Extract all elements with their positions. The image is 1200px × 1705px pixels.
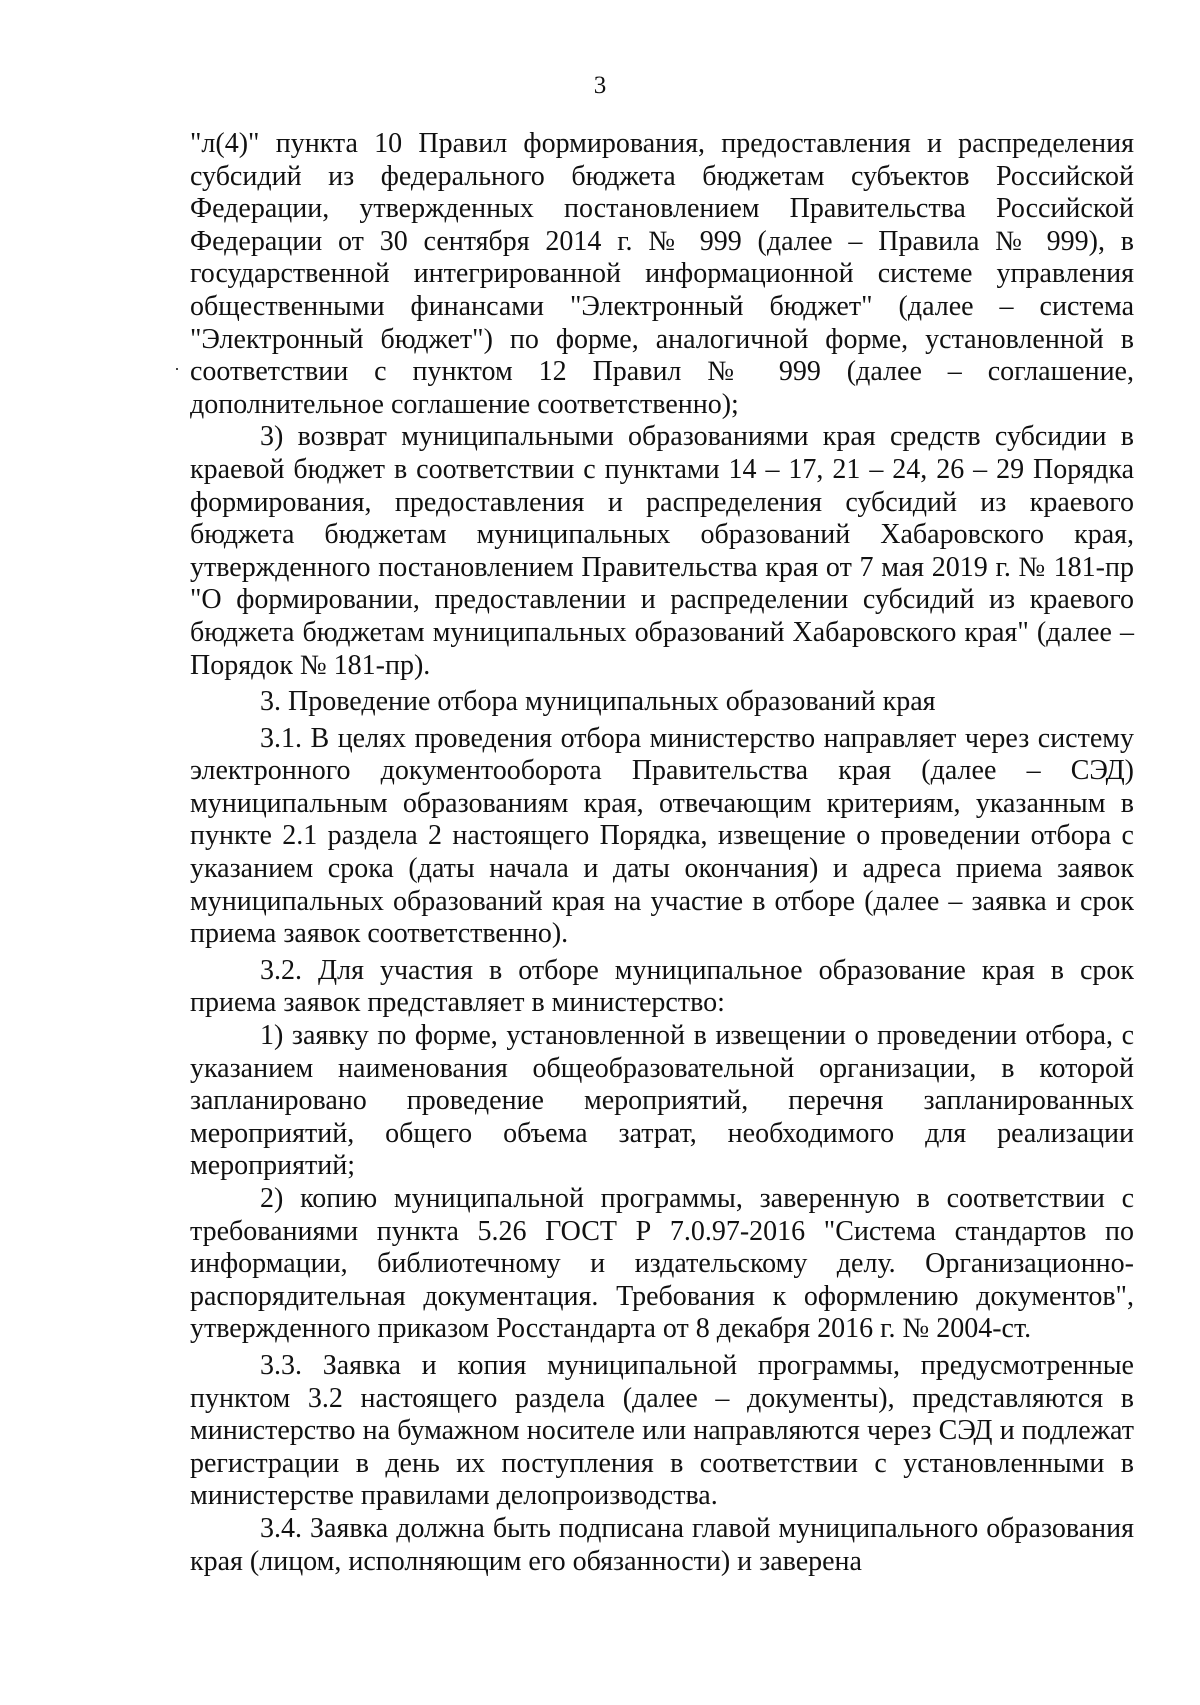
paragraph-continuation: "л(4)" пункта 10 Правил формирования, предоставления и распределения субсидий из федерального бюджета бюджетам субъектов Российской Федерации, утвержденных постановлением Правительства Российской Федерации от 30 сентября 2014 г. № 999 (далее – Правила № 999), в государственной интегрированной информационной системе управления общественными финансами "Электронный бюджет" (далее – система "Электронный бюджет") по форме, аналогичной форме, установленной в соответствии с пунктом 12 Правил № 999 (далее – соглашение, дополнительное соглашение соответственно); [190,128,1134,420]
page-number: 3 [593,72,607,99]
paragraph-item-3: 3) возврат муниципальными образованиями края средств субсидии в краевой бюджет в соответствии с пунктами 14 – 17, 21 – 24, 26 – 29 Порядка формирования, предоставления и распределения субсидий из краевого бюджета бюджетам муниципальных образований Хабаровского края, утвержденного постановлением Правительства края от 7 мая 2019 г. № 181-пр "О формировании, предоставлении и распределении субсидий из краевого бюджета бюджетам муниципальных образований Хабаровского края" (далее – Порядок № 181-пр). [190,421,1134,681]
section-heading: 3. Проведение отбора муниципальных образований края [260,686,936,718]
paragraph-3-2-item-2: 2) копию муниципальной программы, заверенную в соответствии с требованиями пункта 5.26 ГОСТ Р 7.0.97-2016 "Система стандартов по информации, библиотечному и издательскому делу. Организационно-распорядительная документация. Требования к оформлению документов", утвержденного приказом Росстандарта от 8 декабря 2016 г. № 2004-ст. [190,1183,1134,1345]
scan-artifact [176,368,178,370]
paragraph-3-2-item-1: 1) заявку по форме, установленной в извещении о проведении отбора, с указанием наименования общеобразовательной организации, в которой запланировано проведение мероприятий, перечня запланированных мероприятий, общего объема затрат, необходимого для реализации мероприятий; [190,1020,1134,1182]
paragraph-3-3: 3.3. Заявка и копия муниципальной программы, предусмотренные пунктом 3.2 настоящего раздела (далее – документы), представляются в министерство на бумажном носителе или направляются через СЭД и подлежат регистрации в день их поступления в соответствии с установленными в министерстве правилами делопроизводства. [190,1349,1134,1512]
paragraph-3-1: 3.1. В целях проведения отбора министерство направляет через систему электронного документооборота Правительства края (далее – СЭД) муниципальным образованиям края, отвечающим критериям, указанным в пункте 2.1 раздела 2 настоящего Порядка, извещение о проведении отбора с указанием срока (даты начала и даты окончания) и адреса приема заявок муниципальных образований края на участие в отборе (далее – заявка и срок приема заявок соответственно). [190,722,1134,950]
paragraph-3-2: 3.2. Для участия в отборе муниципальное образование края в срок приема заявок представляет в министерство: [190,954,1134,1019]
document-body [190,128,1134,1578]
paragraph-3-4: 3.4. Заявка должна быть подписана главой муниципального образования края (лицом, исполняющим его обязанности) и заверена [190,1512,1134,1577]
